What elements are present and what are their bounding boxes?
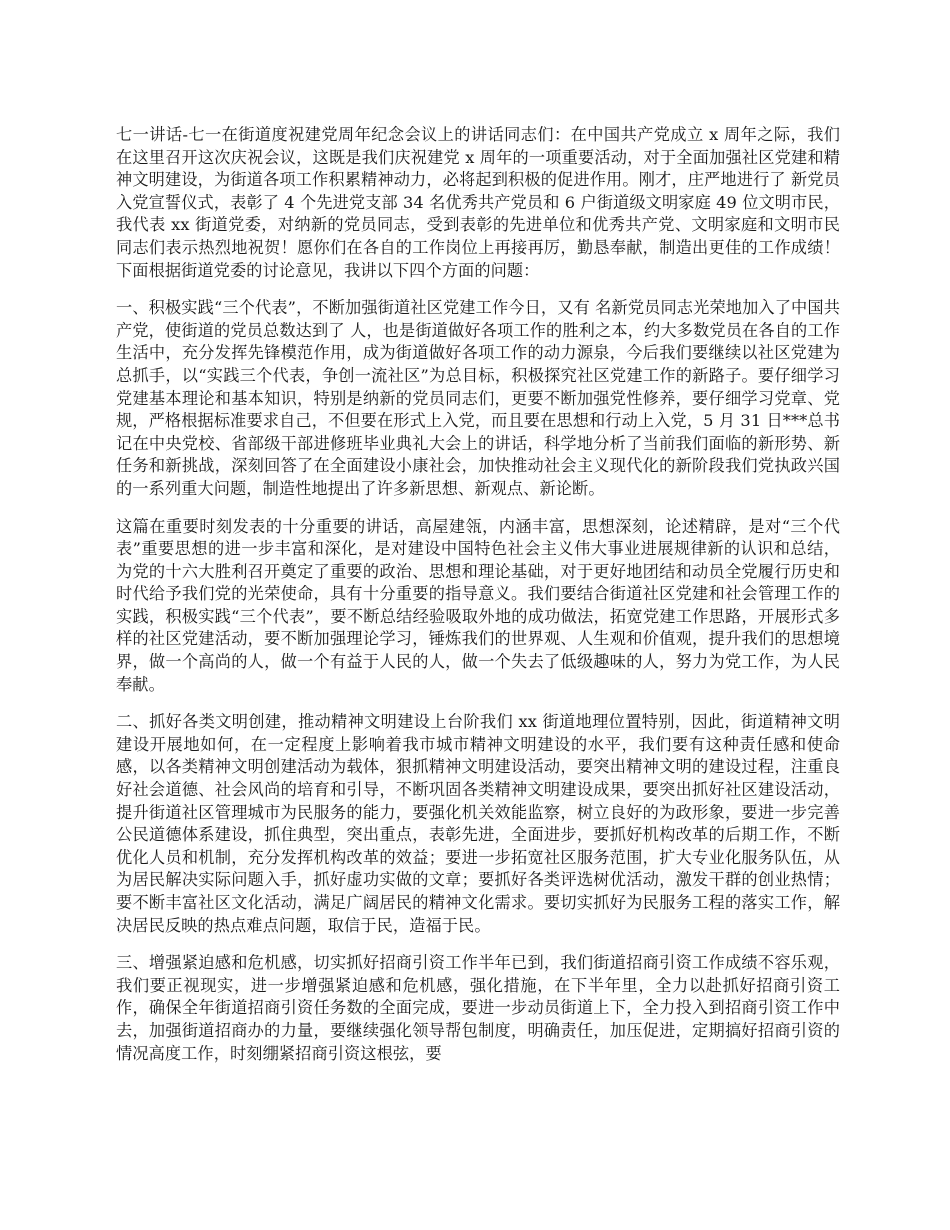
paragraph-section-three: 三、增强紧迫感和危机感，切实抓好招商引资工作半年已到，我们街道招商引资工作成绩不容乐观，我们要正视现实，进一步增强紧迫感和危机感，强化措施，在下半年里，全力以赴抓好招商引资工作，确保全年街道招商引资任务数的全面完成，要进一步动员街道上下，全力投入到招商引资工作中去，加强街道招商办的力量，要继续强化领导帮包制度，明确责任，加压促进，定期搞好招商引资的情况高度工作，时刻绷紧招商引资这根弦，要: [116, 953, 840, 1063]
document-body: [116, 124, 840, 1080]
paragraph-section-one: 一、积极实践“三个代表”，不断加强街道社区党建工作今日，又有 名新党员同志光荣地加入了中国共产党，使街道的党员总数达到了 人，也是街道做好各项工作的胜利之本，约大多数党员在各自的工作生活中，充分发挥先锋模范作用，成为街道做好各项工作的动力源泉，今后我们要继续以社区党建为总抓手，以“实践三个代表，争创一流社区”为总目标，积极探究社区党建工作的新路子。要仔细学习党建基本理论和基本知识，特别是纳新的党员同志们，更要不断加强党性修养，要仔细学习党章、党规，严格根据标准要求自己，不但要在形式上入党，而且要在思想和行动上入党，5 月 31 日***总书记在中央党校、省部级干部进修班毕业典礼大会上的讲话，科学地分析了当前我们面临的新形势、新任务和新挑战，深刻回答了在全面建设小康社会，加快推动社会主义现代化的新阶段我们党执政兴国的一系列重大问题，制造性地提出了许多新思想、新观点、新论断。: [116, 298, 840, 498]
paragraph-section-two: 二、抓好各类文明创建，推动精神文明建设上台阶我们 xx 街道地理位置特别，因此，街道精神文明建设开展地如何，在一定程度上影响着我市城市精神文明建设的水平，我们要有这种责任感和使命感，以各类精神文明创建活动为载体，狠抓精神文明建设活动，要突出精神文明的建设过程，注重良好社会道德、社会风尚的培育和引导，不断巩固各类精神文明建设成果，要突出抓好社区建设活动，提升街道社区管理城市为民服务的能力，要强化机关效能监察，树立良好的为政形象，要进一步完善公民道德体系建设，抓住典型，突出重点，表彰先进，全面进步，要抓好机构改革的后期工作，不断优化人员和机制，充分发挥机构改革的效益；要进一步拓宽社区服务范围，扩大专业化服务队伍，从为居民解决实际问题入手，抓好虚功实做的文章；要抓好各类评选树优活动，激发干群的创业热情；要不断丰富社区文化活动，满足广阔居民的精神文化需求。要切实抓好为民服务工程的落实工作，解决居民反映的热点难点问题，取信于民，造福于民。: [116, 712, 840, 935]
paragraph-opening: 七一讲话-七一在街道度祝建党周年纪念会议上的讲话同志们：在中国共产党成立 x 周年之际，我们在这里召开这次庆祝会议，这既是我们庆祝建党 x 周年的一项重要活动，对于全面加强社区党建和精神文明建设，为街道各项工作积累精神动力，必将起到积极的促进作用。刚才，庄严地进行了 新党员入党宣誓仪式，表彰了 4 个先进党支部 34 名优秀共产党员和 6 户街道级文明家庭 49 位文明市民，我代表 xx 街道党委，对纳新的党员同志，受到表彰的先进单位和优秀共产党、文明家庭和文明市民同志们表示热烈地祝贺！愿你们在各自的工作岗位上再接再厉，勤恳奉献，制造出更佳的工作成绩！下面根据街道党委的讨论意见，我讲以下四个方面的问题：: [116, 125, 840, 280]
paragraph-speech-significance: 这篇在重要时刻发表的十分重要的讲话，高屋建瓴，内涵丰富，思想深刻，论述精辟，是对“三个代表”重要思想的进一步丰富和深化，是对建设中国特色社会主义伟大事业进展规律新的认识和总结，为党的十六大胜利召开奠定了重要的政治、思想和理论基础，对于更好地团结和动员全党履行历史和时代给予我们党的光荣使命，具有十分重要的指导意义。我们要结合街道社区党建和社会管理工作的实践，积极实践“三个代表”，要不断总结经验吸取外地的成功做法，拓宽党建工作思路，开展形式多样的社区党建活动，要不断加强理论学习，锤炼我们的世界观、人生观和价值观，提升我们的思想境界，做一个高尚的人，做一个有益于人民的人，做一个失去了低级趣味的人，努力为党工作，为人民奉献。: [116, 516, 840, 694]
